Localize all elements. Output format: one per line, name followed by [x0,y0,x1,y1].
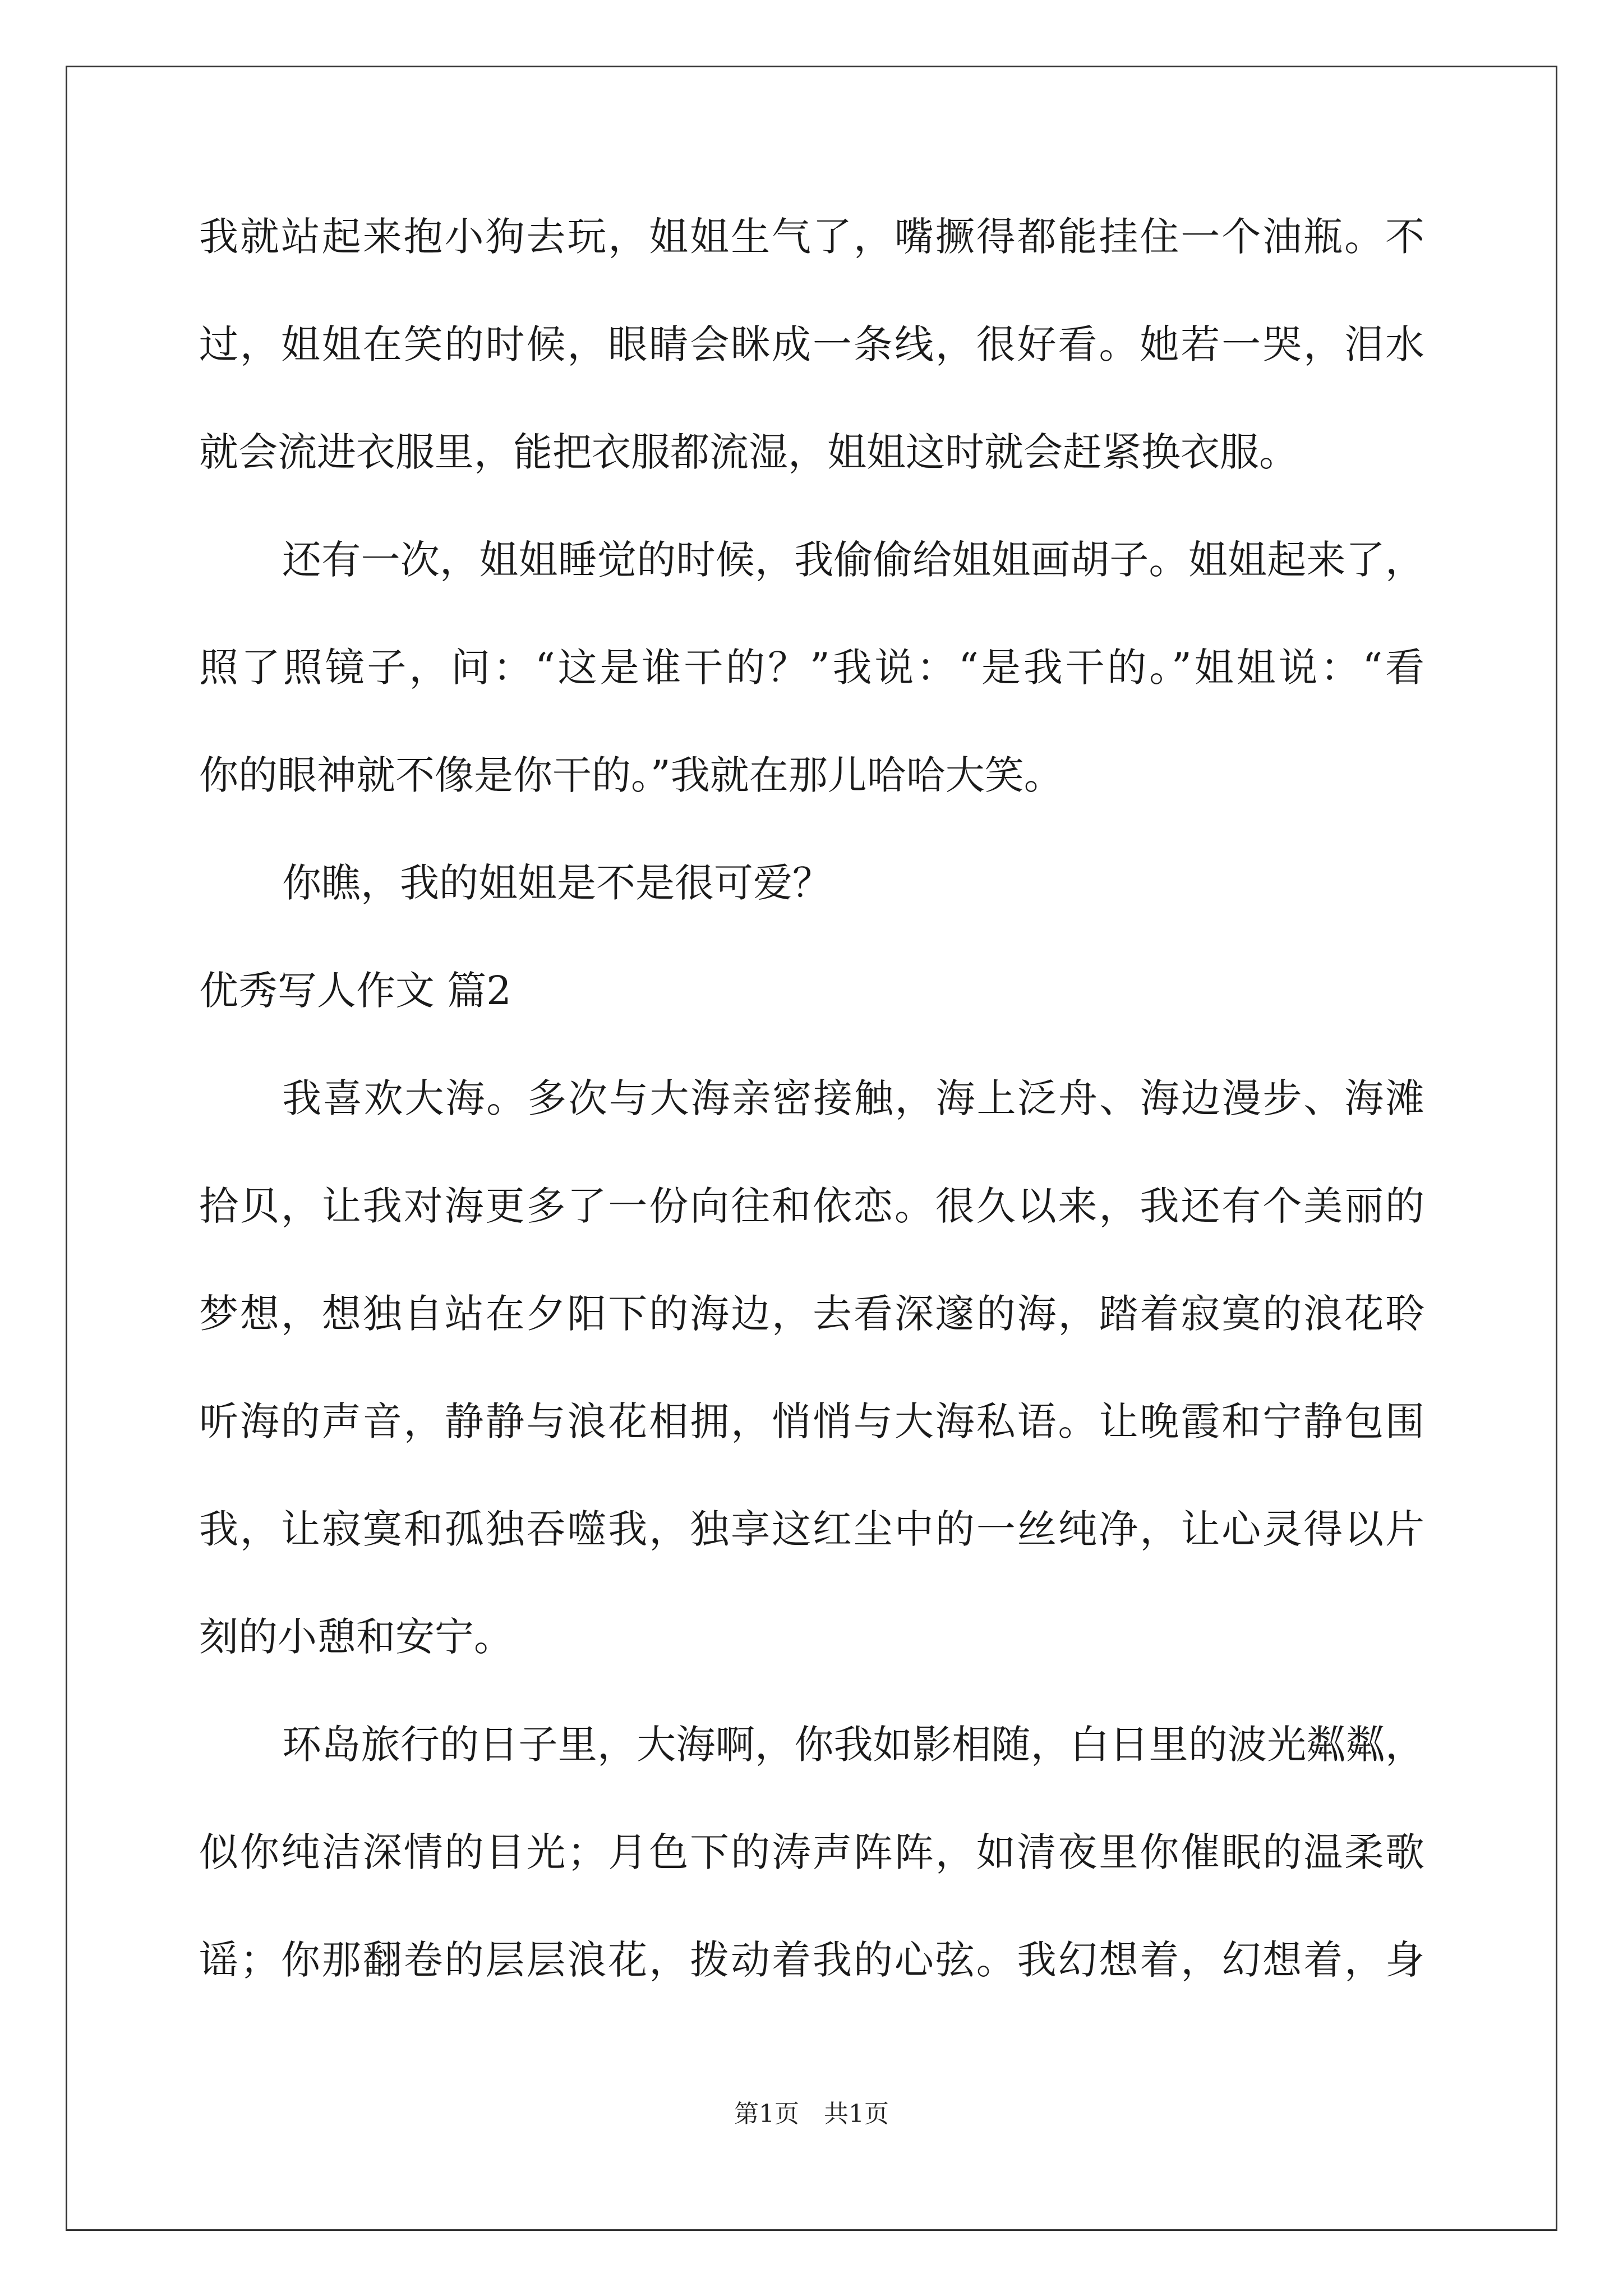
text-line: 我喜欢大海。多次与大海亲密接触，海上泛舟、海边漫步、海滩 [282,1075,1424,1121]
text-line: 你的眼神就不像是你干的。”我就在那儿哈哈大笑。 [199,752,1063,798]
text-line: 就会流进衣服里，能把衣服都流湿，姐姐这时就会赶紧换衣服。 [199,429,1298,475]
paragraph [199,862,1424,904]
section-heading: 优秀写人作文 篇2 [199,968,511,1014]
text-line: 你瞧，我的姐姐是不是很可爱？ [282,860,832,906]
text-line: 我就站起来抱小狗去玩，姐姐生气了，嘴撅得都能挂住一个油瓶。不 [199,214,1424,260]
text-line: 似你纯洁深情的目光；月色下的涛声阵阵，如清夜里你催眠的温柔歌 [199,1829,1424,1875]
text-line: 环岛旅行的日子里，大海啊，你我如影相随，白日里的波光粼粼， [282,1722,1424,1768]
text-line: 听海的声音，静静与浪花相拥，悄悄与大海私语。让晚霞和宁静包围 [199,1398,1424,1444]
text-line: 刻的小憩和安宁。 [199,1614,513,1660]
paragraph [199,1075,1424,1660]
paragraph [199,216,1424,473]
text-line: 过，姐姐在笑的时候，眼睛会眯成一条线，很好看。她若一哭，泪水 [199,321,1424,367]
page-number-footer: 第1页 共1页 [734,2100,889,2128]
text-line: 拾贝，让我对海更多了一份向往和依恋。很久以来，我还有个美丽的 [199,1183,1424,1229]
text-line: 我，让寂寞和孤独吞噬我，独享这红尘中的一丝纯净，让心灵得以片 [199,1506,1424,1552]
paragraph [199,539,1424,796]
text-line: 谣；你那翻卷的层层浪花，拨动着我的心弦。我幻想着，幻想着，身 [199,1937,1424,1983]
text-line: 还有一次，姐姐睡觉的时候，我偷偷给姐姐画胡子。姐姐起来了， [282,537,1424,583]
document-body [199,216,1424,2047]
text-line: 照了照镜子，问：“这是谁干的？”我说：“是我干的。”姐姐说：“看 [199,645,1424,691]
text-line: 梦想，想独自站在夕阳下的海边，去看深邃的海，踏着寂寞的浪花聆 [199,1291,1424,1337]
paragraph [199,1724,1424,1981]
